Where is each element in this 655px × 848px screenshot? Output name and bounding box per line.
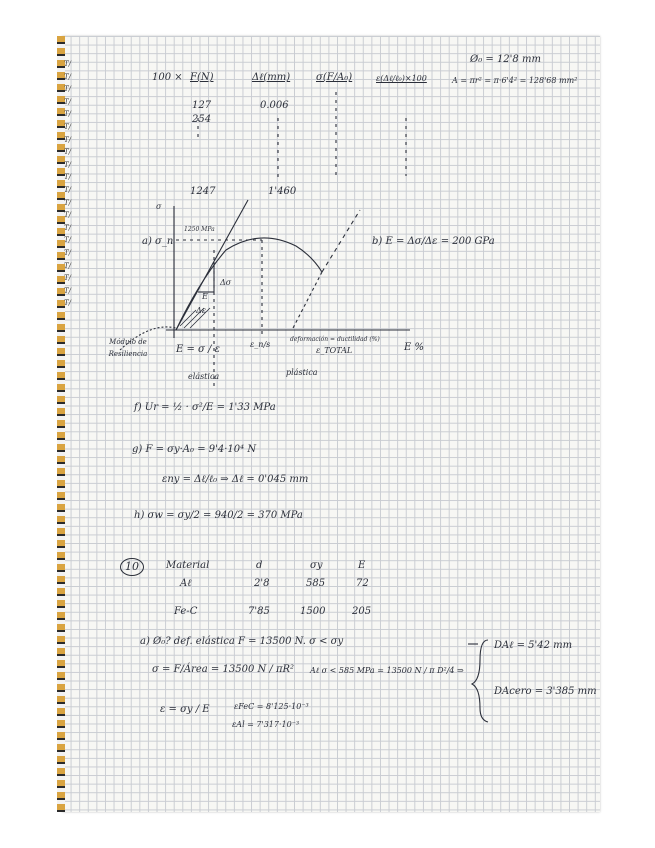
plastic-label: plástica (286, 368, 318, 377)
answer-b: b) E = Δσ/Δε = 200 GPa (372, 236, 495, 247)
col-force: F(N) (190, 72, 214, 83)
col-elong: Δℓ(mm) (252, 72, 291, 83)
problem-number: 10 (120, 558, 144, 576)
force-value-2: 254 (192, 114, 212, 125)
p10-header-sy: σy (310, 560, 323, 571)
p10-header-material: Material (166, 560, 210, 571)
spiral-marks: T/ T/ T/ T/ T/ T/ T/ T/ T/ T/ T/ T/ T/ T/ T/ T/ T/ T/ T/ T/ (64, 60, 72, 308)
p10-row2-sy: 1500 (300, 606, 326, 617)
eps-symbol: E (202, 292, 208, 301)
p10-row2-e: 205 (352, 606, 372, 617)
elastic-formula: E = σ / ε (176, 344, 220, 355)
d0-note: Ø₀ = 12'8 mm (470, 54, 541, 65)
p10-row2-d: 7'85 (248, 606, 270, 617)
eps-total: ε_TOTAL (316, 346, 353, 355)
p10-eps-fec: εFeC = 8'125·10⁻³ (234, 702, 309, 711)
elong-value-1: 0.006 (260, 100, 289, 111)
x-axis-label: E % (404, 342, 424, 353)
col-stress: σ(F/A₀) (316, 72, 353, 83)
y-axis-label: σ (156, 202, 162, 211)
delta-eps: Δε (196, 306, 207, 315)
p10-header-d: d (256, 560, 263, 571)
p10-row1-material: Aℓ (180, 578, 192, 589)
p10-result-acero: DAcero = 3'385 mm (494, 686, 597, 697)
force-value-1: 127 (192, 100, 212, 111)
elastic-label: elástica (188, 372, 220, 381)
label-a: a) σ_n (142, 236, 174, 247)
p10-row1-e: 72 (356, 578, 369, 589)
answer-g2: εny = Δℓ/ℓ₀ ⇒ Δℓ = 0'045 mm (162, 474, 309, 485)
elong-value-2: 1'460 (268, 186, 297, 197)
p10-eps-formula: ε = σy / E (160, 704, 210, 715)
p10-result-al: DAℓ = 5'42 mm (494, 640, 573, 651)
p10-eps-al: εAl = 7'317·10⁻³ (232, 720, 300, 729)
delta-sigma: Δσ (220, 278, 232, 287)
p10-row2-material: Fe-C (174, 606, 198, 617)
p10-question: a) Ø₀? def. elástica F = 13500 N. σ < σy (140, 636, 344, 647)
col-strain: ε(Δℓ/ℓ₀)×100 (376, 74, 427, 83)
answer-f: f) Ur = ½ · σ²/E = 1'33 MPa (134, 402, 276, 413)
p10-row1-sy: 585 (306, 578, 326, 589)
ductility-note: deformación = ductilidad (%) (290, 336, 380, 343)
area-note: A = πr² = π·6'4² = 128'68 mm² (452, 76, 578, 85)
eps-n: ε_n/s (250, 340, 271, 349)
p10-eq2: Aℓ σ < 585 MPa = 13500 N / π D²/4 ⇒ (310, 666, 464, 675)
answer-g: g) F = σy·A₀ = 9'4·10⁴ N (132, 444, 257, 455)
y-tick: 1250 MPa (184, 226, 215, 233)
answer-h: h) σw = σy/2 = 940/2 = 370 MPa (134, 510, 303, 521)
force-value-3: 1247 (190, 186, 216, 197)
p10-row1-d: 2'8 (254, 578, 270, 589)
modulus-note: Módulo de Resiliencia (108, 338, 148, 358)
table1-prefix: 100 × (152, 72, 183, 83)
p10-eq1: σ = F/Área = 13500 N / πR² (152, 664, 295, 675)
p10-header-e: E (358, 560, 366, 571)
